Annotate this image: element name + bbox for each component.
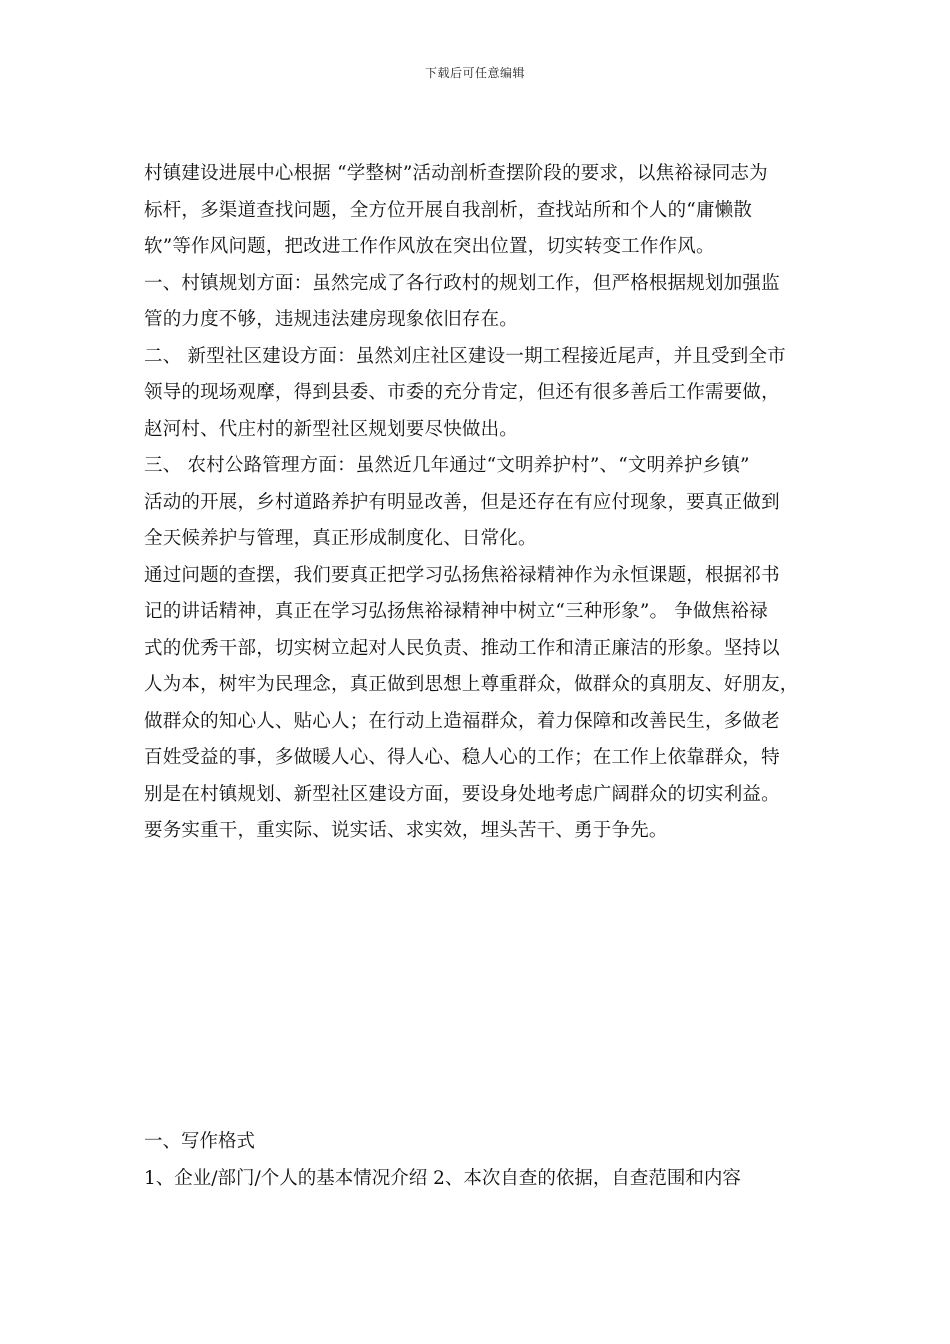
body-line: 软”等作风问题，把改进工作作风放在突出位置，切实转变工作作风。 bbox=[144, 236, 715, 257]
body-line: 记的讲话精神，真正在学习弘扬焦裕禄精神中树立“三种形象”。 争做焦裕禄 bbox=[144, 601, 768, 622]
section-heading: 一、写作格式 bbox=[144, 1131, 256, 1152]
body-line: 做群众的知心人、贴心人；在行动上造福群众，着力保障和改善民生，多做老 bbox=[144, 710, 780, 732]
body-line: 二、 新型社区建设方面：虽然刘庄社区建设一期工程接近尾声，并且受到全市 bbox=[144, 345, 786, 367]
body-line: 式的优秀干部，切实树立起对人民负责、推动工作和清正廉洁的形象。坚持以 bbox=[144, 637, 780, 659]
body-line: 管的力度不够，违规违法建房现象依旧存在。 bbox=[144, 309, 519, 330]
body-line: 通过问题的查摆，我们要真正把学习弘扬焦裕禄精神作为永恒课题，根据祁书 bbox=[144, 564, 780, 586]
body-line: 活动的开展，乡村道路养护有明显改善，但是还存在有应付现象，要真正做到 bbox=[144, 491, 780, 513]
body-line: 三、 农村公路管理方面：虽然近几年通过“文明养护村”、“文明养护乡镇” bbox=[144, 455, 750, 476]
body-line: 赵河村、代庄村的新型社区规划要尽快做出。 bbox=[144, 418, 519, 440]
body-line: 别是在村镇规划、新型社区建设方面，要设身处地考虑广阔群众的切实利益。 bbox=[144, 783, 780, 805]
body-line: 领导的现场观摩，得到县委、市委的充分肯定，但还有很多善后工作需要做， bbox=[144, 382, 780, 403]
document-body bbox=[144, 156, 824, 850]
body-line: 标杆，多渠道查找问题，全方位开展自我剖析，查找站所和个人的“庸懒散 bbox=[144, 199, 753, 221]
body-line: 全天候养护与管理，真正形成制度化、日常化。 bbox=[144, 528, 537, 549]
page-header-note: 下载后可任意编辑 bbox=[424, 66, 525, 80]
body-line: 人为本，树牢为民理念，真正做到思想上尊重群众，做群众的真朋友、好朋友， bbox=[144, 674, 799, 695]
body-line: 要务实重干，重实际、说实话、求实效，埋头苦干、勇于争先。 bbox=[144, 820, 668, 841]
format-item: 1、企业/部门/个人的基本情况介绍 2、本次自查的依据，自查范围和内容 bbox=[144, 1167, 741, 1189]
body-line: 村镇建设进展中心根据 “学整树”活动剖析查摆阶段的要求，以焦裕禄同志为 bbox=[144, 163, 768, 184]
body-line: 百姓受益的事，多做暖人心、得人心、稳人心的工作；在工作上依靠群众，特 bbox=[144, 747, 780, 768]
writing-format-section bbox=[144, 1124, 824, 1197]
body-line: 一、村镇规划方面：虽然完成了各行政村的规划工作，但严格根据规划加强监 bbox=[144, 272, 780, 294]
